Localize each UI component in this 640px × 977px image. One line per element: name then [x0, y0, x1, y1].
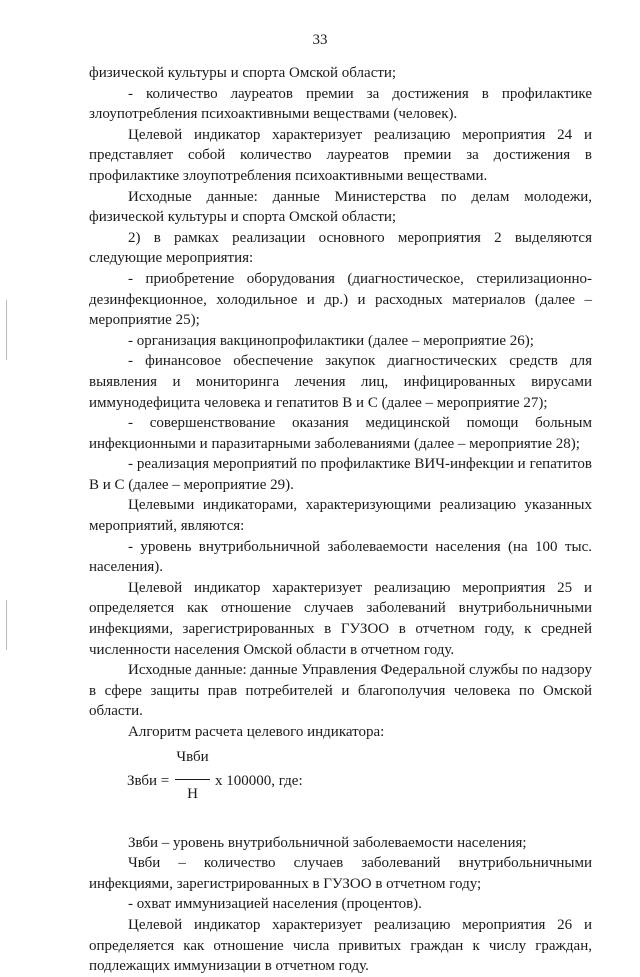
fraction-bar	[175, 779, 210, 780]
paragraph: - количество лауреатов премии за достижения в профилактике злоупотребления психоактивными веществами (человек).	[89, 85, 592, 123]
paragraph: Исходные данные: данные Министерства по делам молодежи, физической культуры и спорта Омской области;	[89, 188, 592, 226]
paragraph: физической культуры и спорта Омской области;	[89, 65, 397, 81]
spacer	[89, 819, 592, 833]
paragraph: Целевой индикатор характеризует реализацию мероприятия 25 и определяется как отношение случаев заболеваний внутрибольничными инфекциями, зарегистрированных в ГУЗОО в отчетном году, к средней численности населения Омской области в отчетном году.	[89, 579, 592, 658]
formula-fraction	[175, 747, 210, 805]
paragraph: - охват иммунизацией населения (процентов).	[128, 896, 422, 913]
paragraph: Алгоритм расчета целевого индикатора:	[128, 724, 385, 740]
paragraph: - организация вакцинопрофилактики (далее – мероприятие 26);	[128, 332, 534, 349]
document-body	[89, 63, 592, 977]
paragraphs-top	[89, 63, 592, 743]
paragraph: Целевыми индикаторами, характеризующими реализацию указанных мероприятий, являются:	[89, 497, 592, 535]
scan-margin-line	[6, 600, 7, 650]
formula-denominator: Н	[187, 785, 198, 802]
paragraph: Звби – уровень внутрибольничной заболеваемости населения;	[128, 834, 527, 851]
paragraph: Исходные данные: данные Управления Федеральной службы по надзору в сфере защиты прав потребителей и благополучия человека по Омской области.	[89, 662, 592, 720]
paragraph: Целевой индикатор характеризует реализацию мероприятия 26 и определяется как отношение числа привитых граждан к числу граждан, подлежащих иммунизации в отчетном году.	[89, 916, 592, 975]
formula	[89, 747, 592, 819]
scan-margin-line	[6, 300, 7, 360]
formula-numerator: Чвби	[176, 748, 209, 765]
paragraph: Чвби – количество случаев заболеваний внутрибольничными инфекциями, зарегистрированных в ГУЗОО в отчетном году;	[89, 855, 592, 892]
paragraph: - финансовое обеспечение закупок диагностических средств для выявления и мониторинга лечения лиц, инфицированных вирусами иммунодефицита человека и гепатитов B и C (далее – мероприятие 27);	[89, 353, 592, 411]
paragraph: - приобретение оборудования (диагностическое, стерилизационно-дезинфекционное, холодильное и др.) и расходных материалов (далее – мероприятие 25);	[89, 270, 592, 329]
paragraph: - уровень внутрибольничной заболеваемости населения (на 100 тыс. населения).	[89, 538, 592, 576]
paragraph: 2) в рамках реализации основного мероприятия 2 выделяются следующие мероприятия:	[89, 229, 592, 267]
paragraph: Целевой индикатор характеризует реализацию мероприятия 24 и представляет собой количество лауреатов премии за достижения в профилактике злоупотребления психоактивными веществами.	[89, 126, 592, 184]
formula-rhs: х 100000, где:	[215, 772, 303, 789]
page-number: 33	[312, 32, 328, 48]
paragraph: - реализация мероприятий по профилактике ВИЧ-инфекции и гепатитов B и C (далее – мероприятие 29).	[89, 456, 592, 493]
formula-lhs: Звби =	[127, 772, 170, 789]
paragraph: - совершенствование оказания медицинской помощи больным инфекционными и паразитарными заболеваниями (далее – мероприятие 28);	[89, 415, 592, 452]
